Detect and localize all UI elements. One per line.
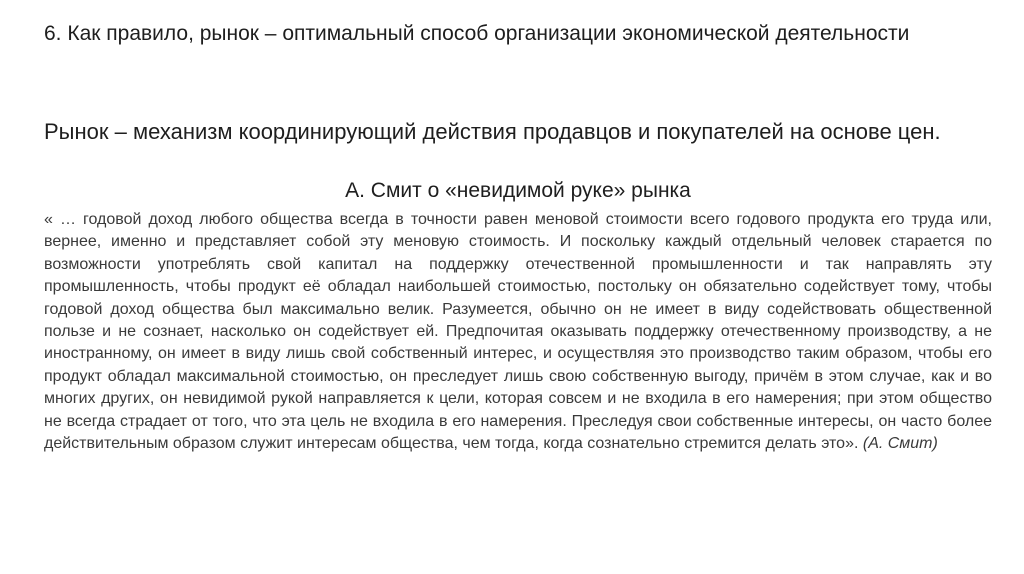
quote-title: А. Смит о «невидимой руке» рынка [345,179,691,202]
slide-heading-market-definition: Рынок – механизм координирующий действия продавцов и покупателей на основе цен. [44,119,941,144]
quote-author: (А. Смит) [862,435,938,453]
slide-heading-market-optimal: 6. Как правило, рынок – оптимальный способ организации экономической деятельности [44,22,910,45]
smith-quote [44,209,992,455]
quote-text: « … годовой доход любого общества всегда в точности равен меновой стоимости всего годового продукта его труда или, вернее, именно и представляет собой эту меновую стоимость. И поскольку каждый отдельный человек старается по возможности употреблять свой капитал на поддержку отечественной промышленности и так направлять эту промышленность, чтобы продукт её обладал наибольшей стоимостью, постольку он обязательно содействует тому, чтобы годовой доход общества был максимально велик. Разумеется, обычно он не имеет в виду содействовать общественной пользе и не сознает, насколько он содействует ей. Предпочитая оказывать поддержку отечественному производству, а не иностранному, он имеет в виду лишь свой собственный интерес, и осуществляя это производство таким образом, чтобы его продукт обладал максимальной стоимостью, он преследует лишь свою собственную выгоду, причём в этом случае, как и во многих других, он невидимой рукой направляется к цели, которая совсем и не входила в его намерения; при этом общество не всегда страдает от того, что эта цель не входила в его намерения. Преследуя свои собственные интересы, он часто более действительным образом служит интересам общества, чем тогда, когда сознательно стремится делать это». [44,211,992,453]
